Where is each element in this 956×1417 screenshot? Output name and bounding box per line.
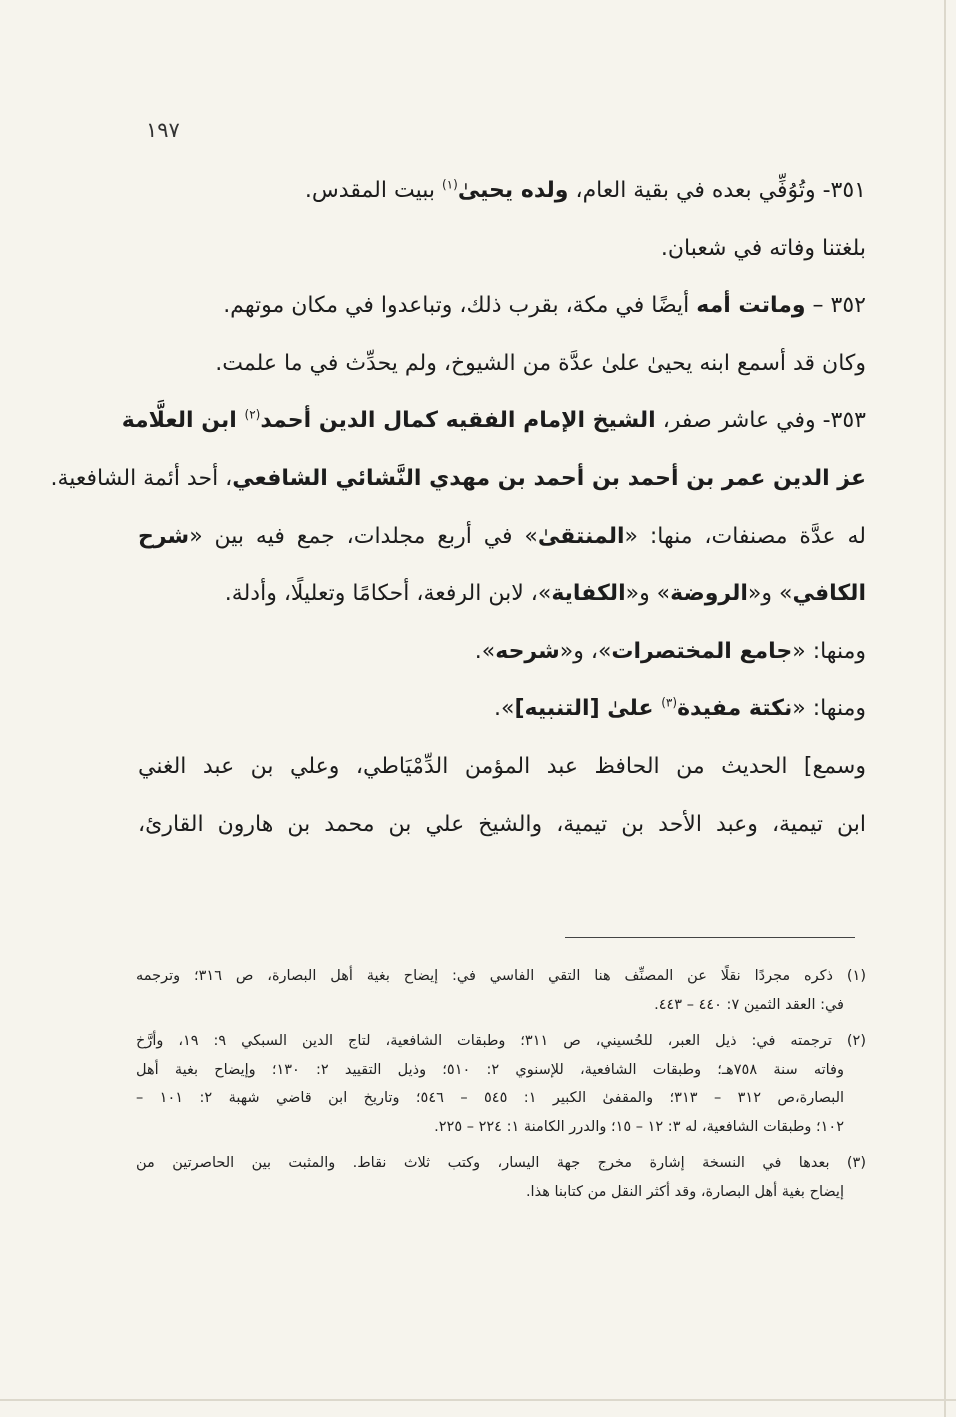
text-run: وكان قد أسمع ابنه يحيىٰ علىٰ عدَّة من الشيوخ، ولم يحدِّث في ما علمت. bbox=[215, 350, 866, 376]
bold-text: الروضة bbox=[670, 581, 748, 607]
bold-text: عز الدين عمر بن أحمد بن أحمد بن مهدي النَّشائي الشافعي bbox=[232, 465, 866, 491]
text-line bbox=[138, 277, 866, 335]
footnote-line: (٣) بعدها في النسخة إشارة مخرج جهة اليسار، وكتب ثلاث نقاط. والمثبت بين الحاصرتين من bbox=[136, 1155, 866, 1171]
bold-text: علىٰ [التنبيه] bbox=[514, 696, 662, 722]
bold-text: نكتة مفيدة bbox=[677, 696, 793, 722]
text-run: ». bbox=[474, 638, 496, 664]
page-edge-bottom bbox=[0, 1399, 956, 1401]
bold-text: شرحه bbox=[495, 638, 560, 664]
bold-text: شرح bbox=[138, 523, 190, 549]
text-run: ومنها: « bbox=[792, 696, 866, 722]
text-line bbox=[138, 162, 866, 220]
text-run: أيضًا في مكة، بقرب ذلك، وتباعدوا في مكان موتهم. bbox=[223, 293, 697, 319]
text-run: » و« bbox=[747, 581, 793, 607]
bold-text: جامع المختصرات bbox=[611, 638, 793, 664]
text-run: ، أحد أئمة الشافعية. bbox=[50, 465, 233, 491]
body-text bbox=[50, 162, 866, 853]
text-line bbox=[138, 680, 866, 738]
bold-text: المنتقىٰ bbox=[537, 523, 625, 549]
footnote-marker: (٢) bbox=[244, 408, 261, 423]
text-run: » و« bbox=[625, 581, 671, 607]
footnote-line: (٢) ترجمته في: ذيل العبر، للحُسيني، ص ٣١١؛ وطبقات الشافعية، لتاج الدين السبكي ٩: ١٩، وأرَّخ bbox=[136, 1033, 866, 1049]
text-run: »، و« bbox=[559, 638, 612, 664]
bold-text: ابن العلَّامة bbox=[121, 408, 245, 434]
text-run: »، لابن الرفعة، أحكامًا وتعليلًا، وأدلة. bbox=[224, 581, 552, 607]
text-line bbox=[138, 738, 866, 796]
text-run: ابن تيمية، وعبد الأحد بن تيمية، والشيخ علي بن محمد بن هارون القارئ، bbox=[138, 811, 866, 837]
text-run: » في أربع مجلدات، جمع فيه بين « bbox=[189, 523, 538, 549]
footnote-line: في: العقد الثمين ٧: ٤٤٠ – ٤٤٣. bbox=[654, 996, 844, 1013]
text-run: بلغتنا وفاته في شعبان. bbox=[660, 235, 866, 261]
footnote-line: إيضاح بغية أهل البصارة، وقد أكثر النقل من كتابنا هذا. bbox=[525, 1183, 844, 1200]
text-run: ومنها: « bbox=[792, 638, 866, 664]
footnote-line: (١) ذكره مجردًا نقلًا عن المصنِّف هنا التقي الفاسي في: إيضاح بغية أهل البصارة، ص ٣١٦؛ وترجمه bbox=[136, 968, 866, 984]
text-run: له عدَّة مصنفات، منها: « bbox=[624, 523, 866, 549]
text-line bbox=[138, 220, 866, 278]
bold-text: الكفاية bbox=[551, 581, 626, 607]
footnote-marker: (٣) bbox=[661, 696, 678, 711]
page-edge-right bbox=[944, 0, 946, 1417]
footnote-line: ١٠٢؛ وطبقات الشافعية، له ٣: ١٢ – ١٥؛ والدرر الكامنة ١: ٢٢٤ – ٢٢٥. bbox=[434, 1118, 844, 1135]
text-run: ». bbox=[494, 696, 515, 722]
footnotes bbox=[136, 962, 866, 1206]
bold-text: وماتت أمه bbox=[696, 293, 806, 319]
text-line bbox=[50, 450, 866, 508]
bold-text: ولده يحيىٰ bbox=[457, 178, 569, 203]
bold-text: الشيخ الإمام الفقيه كمال الدين أحمد bbox=[260, 408, 656, 434]
text-run: ببيت المقدس. bbox=[304, 178, 442, 203]
footnote-separator bbox=[565, 937, 855, 938]
footnote-line: وفاته سنة ٧٥٨هـ؛ وطبقات الشافعية، للإسنوي ٢: ٥١٠؛ وذيل التقييد ٢: ١٣٠؛ وإيضاح بغية أهل bbox=[136, 1061, 844, 1078]
text-run: وسمع] الحديث من الحافظ عبد المؤمن الدِّمْيَاطي، وعلي بن عبد الغني bbox=[138, 753, 866, 779]
page-number: ١٩٧ bbox=[146, 118, 180, 142]
footnote-marker: (١) bbox=[441, 177, 458, 192]
text-run: ٣٥٣- وفي عاشر صفر، bbox=[655, 408, 866, 434]
text-line bbox=[138, 796, 866, 854]
text-line bbox=[138, 508, 866, 566]
text-line bbox=[138, 565, 866, 623]
text-line bbox=[138, 335, 866, 393]
footnote-line: البصارة،ص ٣١٢ – ٣١٣؛ والمقفىٰ الكبير ١: ٥٤٥ – ٥٤٦؛ وتاريخ ابن قاضي شهبة ٢: ١٠١ – bbox=[136, 1090, 845, 1106]
text-line bbox=[121, 392, 866, 450]
text-run: ٣٥٢ – bbox=[805, 293, 866, 319]
text-run: ٣٥١- وتُوُفِّي بعده في بقية العام، bbox=[568, 178, 866, 203]
bold-text: الكافي bbox=[792, 581, 866, 607]
text-line bbox=[138, 623, 866, 681]
